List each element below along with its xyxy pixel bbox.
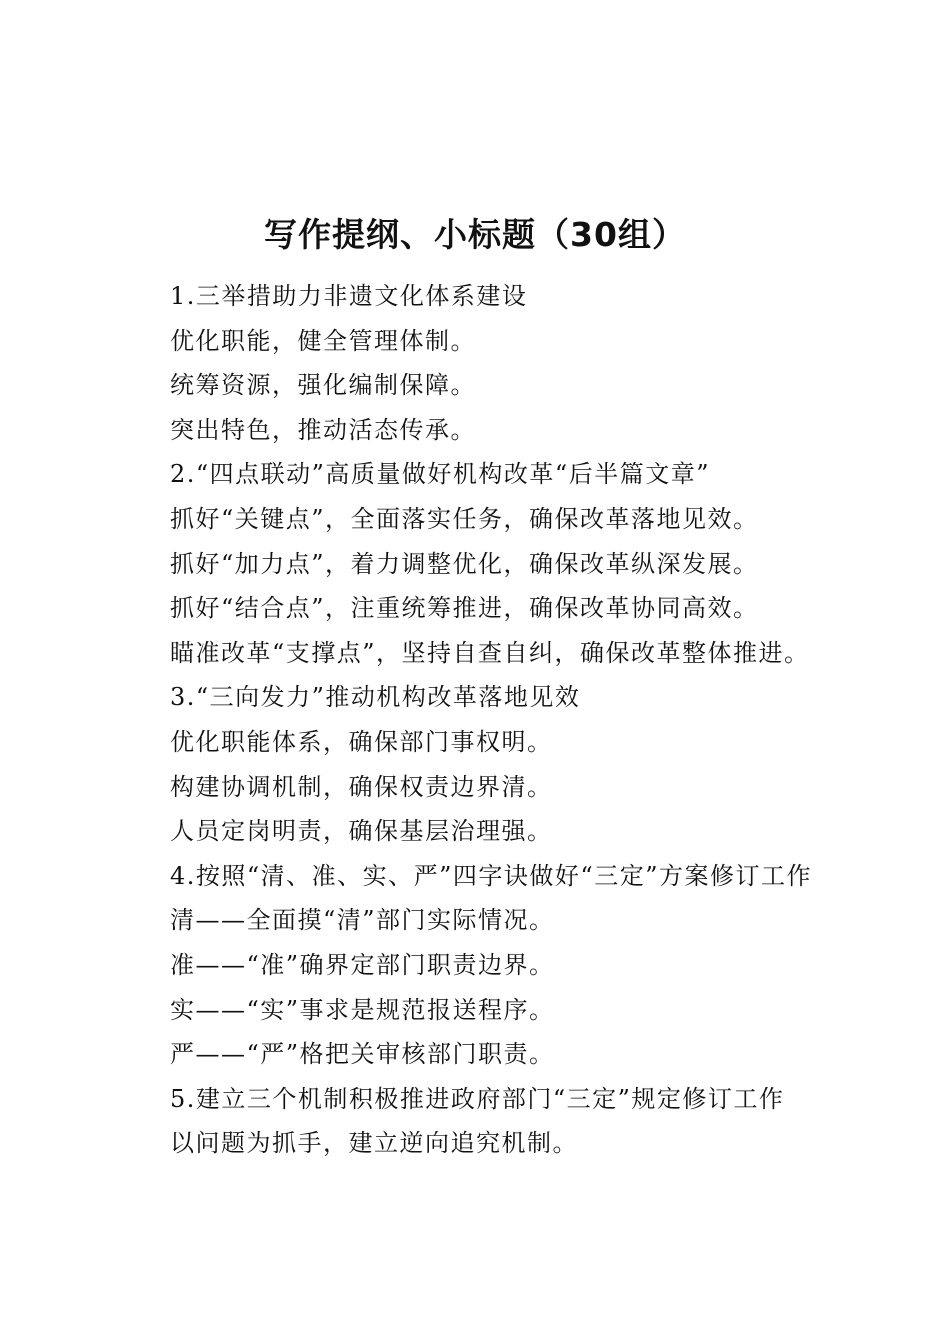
section-heading: 2.“四点联动”高质量做好机构改革“后半篇文章” bbox=[170, 460, 710, 489]
body-paragraph: 抓好“结合点”，注重统筹推进，确保改革协同高效。 bbox=[170, 594, 759, 623]
body-paragraph: 突出特色，推动活态传承。 bbox=[170, 415, 476, 444]
body-paragraph: 优化职能，健全管理体制。 bbox=[170, 326, 476, 355]
document-title: 写作提纲、小标题（30组） bbox=[264, 215, 686, 254]
body-paragraph: 严——“严”格把关审核部门职责。 bbox=[170, 1040, 555, 1069]
body-paragraph: 瞄准改革“支撑点”，坚持自查自纠，确保改革整体推进。 bbox=[170, 638, 810, 667]
body-paragraph: 以问题为抓手，建立逆向追究机制。 bbox=[170, 1129, 578, 1158]
body-paragraph: 抓好“加力点”，着力调整优化，确保改革纵深发展。 bbox=[170, 549, 759, 578]
section-heading: 5.建立三个机制积极推进政府部门“三定”规定修订工作 bbox=[170, 1084, 785, 1113]
body-paragraph: 人员定岗明责，确保基层治理强。 bbox=[170, 817, 553, 846]
body-paragraph: 清——全面摸“清”部门实际情况。 bbox=[170, 906, 555, 935]
body-paragraph: 优化职能体系，确保部门事权明。 bbox=[170, 727, 553, 756]
body-paragraph: 准——“准”确界定部门职责边界。 bbox=[170, 950, 555, 979]
document-body bbox=[120, 274, 840, 1166]
section-heading: 3.“三向发力”推动机构改革落地见效 bbox=[170, 683, 581, 712]
body-paragraph: 实——“实”事求是规范报送程序。 bbox=[170, 995, 555, 1024]
body-paragraph: 构建协调机制，确保权责边界清。 bbox=[170, 772, 553, 801]
body-paragraph: 抓好“关键点”，全面落实任务，确保改革落地见效。 bbox=[170, 504, 759, 533]
body-paragraph: 统筹资源，强化编制保障。 bbox=[170, 371, 476, 400]
section-heading: 1.三举措助力非遗文化体系建设 bbox=[170, 282, 528, 310]
section-heading: 4.按照“清、准、实、严”四字诀做好“三定”方案修订工作 bbox=[170, 861, 812, 890]
